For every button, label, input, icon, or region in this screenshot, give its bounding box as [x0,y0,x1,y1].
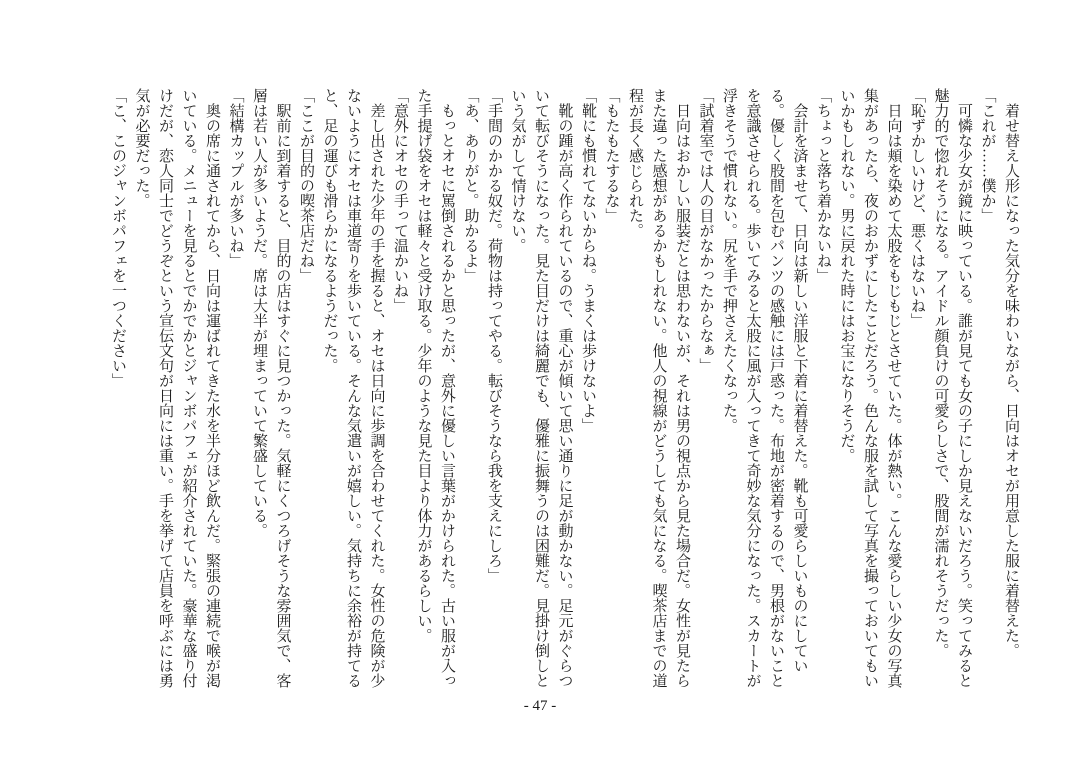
narration-paragraph: 可憐な少女が鏡に映っている。誰が見ても女の子にしか見えないだろう。笑ってみると魅力的で惚れそうになる。アイドル顔負けの可愛らしさで、股間が濡れそうだった。 [932,88,972,688]
narration-paragraph: 日向は頬を染めて太股をもじもじとさせていた。体が熱い。こんな愛らしい少女の写真集があったら、夜のおかずにしたことだろう。色んな服を試して写真を撮っておいてもいいかもしれない。男に戻れた時にはお宝になりそうだ。 [838,88,902,688]
dialogue-line: 「手間のかかる奴だ。荷物は持ってやる。転びそうなら我を支えにしろ」 [486,88,502,583]
dialogue-line: 「結構カップルが多いね」 [227,88,244,268]
narration-paragraph: 駅前に到着すると、目的の店はすぐに見つかった。気軽にくつろげそうな雰囲気で、客層は若い人が多いようだ。席は大半が埋まっていて繁盛している。 [251,88,291,688]
narration-paragraph: 奥の席に通されてから、日向は運ばれてきた水を半分ほど飲んだ。緊張の連続で喉が渇いている。メニューを見るとでかでかとジャンボパフェが紹介されていた。豪華な盛り付けだが、恋人同士でどうぞという宣伝文句が日向には重い。手を挙げて店員を呼ぶには勇気が必要だった。 [133,88,220,688]
dialogue-line: 「こ、このジャンボパフェを一つください」 [110,88,126,388]
dialogue-line: 「靴にも慣れてないからね。うまくは歩けないよ」 [580,88,596,433]
dialogue-line: 「これが……僕か」 [979,88,996,223]
narration-paragraph: 会計を済ませて、日向は新しい洋服と下着に着替えた。靴も可愛らしいものにしている。優しく股間を包むパンツの感触には戸惑った。布地が密着するので、男根がないことを意識させられる。歩いてみると太股に風が入ってきて奇妙な気分になった。スカートが浮きそうで慣れない。尻を手で押さえたくなった。 [721,88,808,688]
dialogue-line: 「恥ずかしいけど、悪くはないね」 [909,88,925,328]
page-number: - 47 - [523,698,557,714]
vertical-text-body [106,88,1023,688]
narration-paragraph: 日向はおかしい服装だとは思わないが、それは男の視点から見た場合だ。女性が見たらまた違った感想があるかもしれない。他人の視線がどうしても気になる。喫茶店までの道程が長く感じられた。 [627,88,690,688]
narration-paragraph: 着せ替え人形になった気分を味わいながら、日向はオセが用意した服に着替えた。 [1003,103,1019,658]
dialogue-line: 「あ、ありがと。助かるよ」 [462,88,479,283]
narration-paragraph: 靴の踵が高く作られているので、重心が傾いて思い通りに足が動かない。足元がぐらついて転びそうになった。見た目だけは綺麗でも、優雅に振舞うのは困難だ。見掛け倒しという気がして情けない。 [509,88,573,688]
dialogue-line: 「ちょっと落ち着かないね」 [815,88,831,283]
dialogue-line: 「意外にオセの手って温かいね」 [392,88,408,313]
dialogue-line: 「もたもたするな」 [603,88,620,223]
narration-paragraph: もっとオセに罵倒されるかと思ったが、意外に優しい言葉がかけられた。古い服が入った手提げ袋をオセは軽々と受け取る。少年のような見た目より体力があるらしい。 [415,88,455,688]
dialogue-line: 「ここが目的の喫茶店だね」 [298,88,314,283]
narration-paragraph: 差し出された少年の手を握ると、オセは日向に歩調を合わせてくれた。女性の危険が少ないようにオセは車道寄りを歩いている。そんな気遣いが嬉しい。気持ちに余裕が持てると、足の運びも滑らかになるようだった。 [321,88,385,688]
dialogue-line: 「試着室では人の目がなかったからなぁ」 [697,88,714,373]
